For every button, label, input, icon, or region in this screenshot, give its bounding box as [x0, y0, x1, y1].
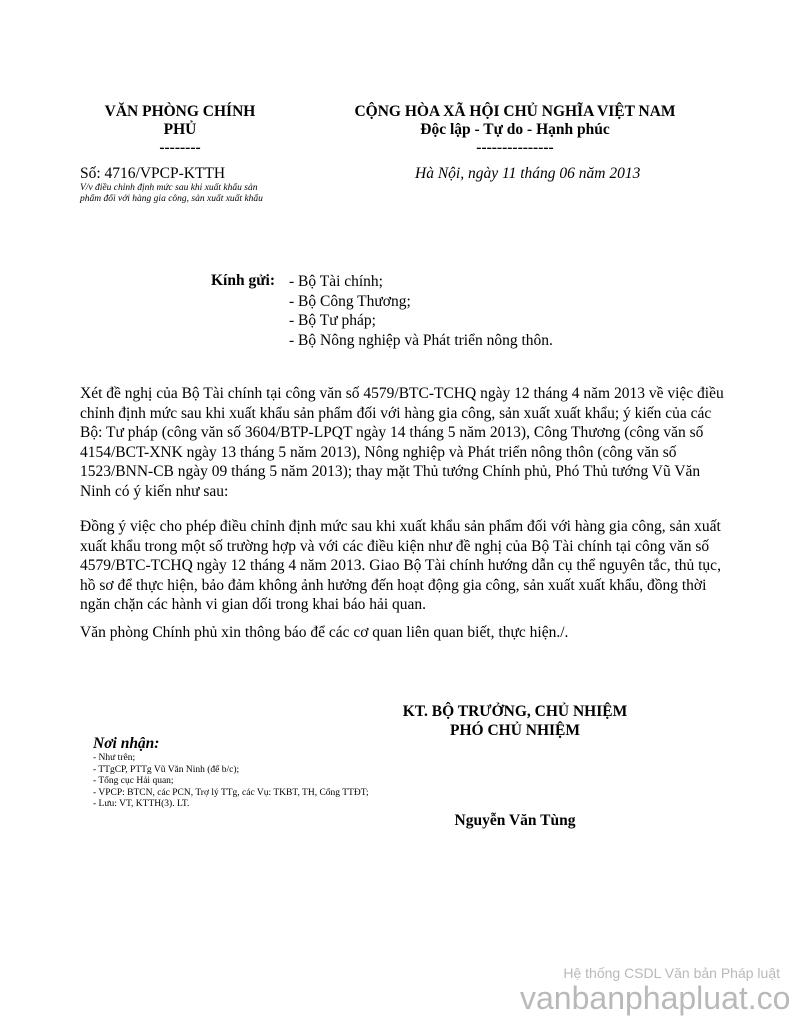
- country-name: CỘNG HÒA XÃ HỘI CHỦ NGHĨA VIỆT NAM: [354, 103, 676, 120]
- body-paragraph-1: Xét đề nghị của Bộ Tài chính tại công văn số 4579/BTC-TCHQ ngày 12 tháng 4 năm 2013 về việc điều chỉnh định mức sau khi xuất khẩu sản phẩm đối với hàng gia công, sản xuất xuất khẩu; ý kiến của các Bộ: Tư pháp (công văn số 3604/BTP-LPQT ngày 14 tháng 5 năm 2013), Công Thương (công văn số 4154/BCT-XNK ngày 13 tháng 5 năm 2013), Nông nghiệp và Phát triển nông thôn (công văn số 1523/BNN-CB ngày 09 tháng 5 năm 2013); thay mặt Thủ tướng Chính phủ, Phó Thủ tướng Vũ Văn Ninh có ý kiến như sau:: [80, 385, 724, 500]
- watermark-caption: Hệ thống CSDL Văn bản Pháp luật: [563, 965, 780, 981]
- document-date: Hà Nội, ngày 11 tháng 06 năm 2013: [415, 165, 641, 182]
- recipient-item: - Bộ Tài chính;: [289, 273, 383, 290]
- receiver-item: - VPCP: BTCN, các PCN, Trợ lý TTg, các Vụ: TKBT, TH, Cổng TTĐT;: [93, 787, 369, 798]
- receivers-title: Nơi nhận:: [93, 735, 160, 752]
- receivers-list: [93, 753, 373, 811]
- receiver-item: - Tổng cục Hải quan;: [93, 776, 174, 786]
- agency-name-line1: VĂN PHÒNG CHÍNH: [104, 103, 256, 120]
- document-number: Số: 4716/VPCP-KTTH: [80, 165, 226, 182]
- agency-header: [80, 103, 280, 157]
- recipient-item: - Bộ Nông nghiệp và Phát triển nông thôn.: [289, 331, 553, 349]
- receiver-item: - Lưu: VT, KTTH(3). LT.: [93, 799, 190, 809]
- signature-block: [330, 702, 700, 740]
- body-paragraph-3: Văn phòng Chính phủ xin thông báo để các cơ quan liên quan biết, thực hiện./.: [80, 624, 569, 641]
- national-motto: Độc lập - Tự do - Hạnh phúc: [420, 121, 610, 138]
- recipient-label: Kính gửi:: [211, 272, 275, 289]
- motto-separator: ---------------: [476, 139, 554, 156]
- body-paragraph-2: Đồng ý việc cho phép điều chỉnh định mức sau khi xuất khẩu sản phẩm đối với hàng gia công, sản xuất xuất khẩu trong một số trường hợp và với các điều kiện như đề nghị của Bộ Tài chính tại công văn số 4579/BTC-TCHQ ngày 12 tháng 4 năm 2013. Giao Bộ Tài chính hướng dẫn cụ thể nguyên tắc, thủ tục, hồ sơ để thực hiện, bảo đảm không ảnh hưởng đến hoạt động gia công, sản xuất xuất khẩu, đồng thời ngăn chặn các hành vi gian dối trong khai báo hải quan.: [80, 518, 721, 613]
- recipient-item: - Bộ Công Thương;: [289, 292, 411, 310]
- agency-name-line2: PHỦ: [163, 121, 197, 138]
- signature-title-line2: PHÓ CHỦ NHIỆM: [449, 722, 581, 739]
- receiver-item: - TTgCP, PTTg Vũ Văn Ninh (để b/c);: [93, 764, 240, 775]
- signer-name: Nguyễn Văn Tùng: [454, 812, 576, 829]
- recipient-item: - Bộ Tư pháp;: [289, 312, 376, 329]
- agency-separator: --------: [159, 139, 201, 156]
- watermark-site-name: vanbanphapluat.co: [520, 980, 791, 1016]
- national-header: [270, 103, 760, 157]
- document-subject: V/v điều chỉnh định mức sau khi xuất khẩu sản phẩm đối với hàng gia công, sản xuất xuất khẩu: [80, 183, 263, 204]
- recipient-list: [289, 272, 553, 350]
- signature-title-line1: KT. BỘ TRƯỞNG, CHỦ NHIỆM: [402, 703, 628, 720]
- receiver-item: - Như trên;: [93, 753, 136, 763]
